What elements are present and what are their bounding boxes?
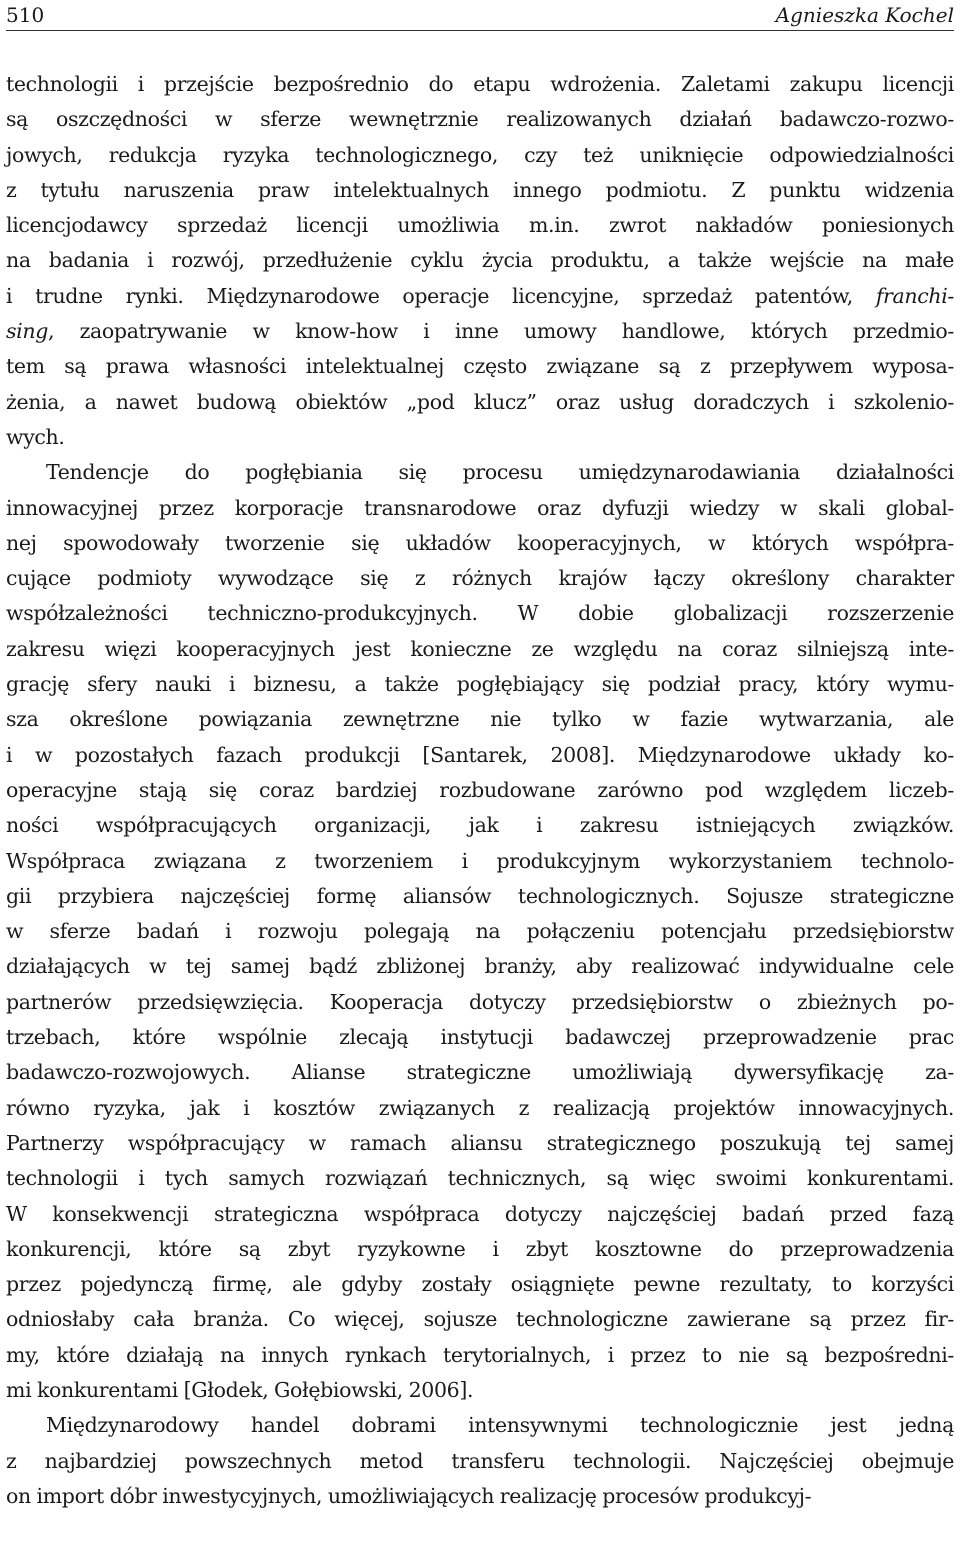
body-text	[6, 67, 954, 1514]
text-line: gii przybiera najczęściej formę aliansów technologicznych. Sojusze strategiczne	[6, 883, 954, 908]
text-line: z tytułu naruszenia praw intelektualnych innego podmiotu. Z punktu widzenia	[6, 177, 954, 202]
text-line: są oszczędności w sferze wewnętrznie realizowanych działań badawczo-rozwo-	[6, 107, 954, 132]
text-line: żenia, a nawet budową obiektów „pod klucz” oraz usług doradczych i szkolenio-	[6, 389, 954, 414]
text-line: ności współpracujących organizacji, jak i zakresu istniejących związków.	[6, 813, 954, 838]
text-line: operacyjne stają się coraz bardziej rozbudowane zarówno pod względem liczeb-	[6, 777, 954, 802]
italic-term: franchi-	[875, 283, 954, 308]
text-line: W konsekwencji strategiczna współpraca dotyczy najczęściej badań przed fazą	[6, 1201, 954, 1226]
text-line-part: , zaopatrywanie w know-how i inne umowy handlowe, których przedmio-	[48, 319, 954, 344]
paragraph-3	[6, 1408, 954, 1514]
text-line: on import dóbr inwestycyjnych, umożliwiających realizację procesów produkcyj-	[6, 1483, 812, 1508]
paragraph-2	[6, 455, 954, 1408]
paragraph-1	[6, 67, 954, 455]
running-header	[6, 0, 954, 31]
text-line: trzebach, które wspólnie zlecają instytucji badawczej przeprowadzenie prac	[6, 1025, 954, 1050]
page-number: 510	[6, 3, 45, 27]
italic-term: sing	[6, 319, 49, 344]
text-line: wych.	[6, 424, 65, 449]
text-line: odniosłaby cała branża. Co więcej, sojusze technologiczne zawierane są przez fir-	[6, 1307, 954, 1332]
text-line: współzależności techniczno-produkcyjnych. W dobie globalizacji rozszerzenie	[6, 601, 954, 626]
text-line: zakresu więzi kooperacyjnych jest konieczne ze względu na coraz silniejszą inte-	[6, 636, 954, 661]
text-line-with-italic	[6, 314, 954, 349]
text-line: partnerów przedsięwzięcia. Kooperacja dotyczy przedsiębiorstw o zbieżnych po-	[6, 989, 954, 1014]
text-line-part: i trudne rynki. Międzynarodowe operacje licencyjne, sprzedaż patentów,	[6, 283, 876, 308]
text-line: w sferze badań i rozwoju polegają na połączeniu potencjału przedsiębiorstw	[6, 919, 954, 944]
text-line: badawczo-rozwojowych. Alianse strategiczne umożliwiają dywersyfikację za-	[6, 1060, 954, 1085]
text-line: na badania i rozwój, przedłużenie cyklu życia produktu, a także wejście na małe	[6, 248, 954, 273]
running-author: Agnieszka Kochel	[775, 3, 954, 27]
text-line: tem są prawa własności intelektualnej często związane są z przepływem wyposa-	[6, 354, 954, 379]
text-line: mi konkurentami [Głodek, Gołębiowski, 2006].	[6, 1377, 474, 1402]
text-line: Partnerzy współpracujący w ramach aliansu strategicznego poszukują tej samej	[6, 1130, 954, 1155]
text-line: grację sfery nauki i biznesu, a także pogłębiający się podział pracy, który wymu-	[6, 672, 954, 697]
text-line: Tendencje do pogłębiania się procesu umiędzynarodawiania działalności	[46, 460, 954, 485]
text-line: innowacyjnej przez korporacje transnarodowe oraz dyfuzji wiedzy w skali global-	[6, 495, 954, 520]
text-line: przez pojedynczą firmę, ale gdyby zostały osiągnięte pewne rezultaty, to korzyści	[6, 1272, 954, 1297]
text-line: równo ryzyka, jak i kosztów związanych z realizacją projektów innowacyjnych.	[6, 1095, 954, 1120]
text-line: cujące podmioty wywodzące się z różnych krajów łączy określony charakter	[6, 566, 954, 591]
text-line: jowych, redukcja ryzyka technologicznego, czy też uniknięcie odpowiedzialności	[6, 142, 954, 167]
text-line: nej spowodowały tworzenie się układów kooperacyjnych, w których współpra-	[6, 530, 954, 555]
text-line: technologii i tych samych rozwiązań technicznych, są więc swoimi konkurentami.	[6, 1166, 954, 1191]
text-line: z najbardziej powszechnych metod transferu technologii. Najczęściej obejmuje	[6, 1448, 954, 1473]
text-line: Międzynarodowy handel dobrami intensywnymi technologicznie jest jedną	[46, 1413, 954, 1438]
text-line: technologii i przejście bezpośrednio do etapu wdrożenia. Zaletami zakupu licencji	[6, 72, 954, 96]
document-page	[6, 0, 954, 1514]
text-line: my, które działają na innych rynkach terytorialnych, i przez to nie są bezpośredni-	[6, 1342, 954, 1367]
text-line: sza określone powiązania zewnętrzne nie tylko w fazie wytwarzania, ale	[6, 707, 954, 732]
text-line: działających w tej samej bądź zbliżonej branży, aby realizować indywidualne cele	[6, 954, 954, 979]
text-line: Współpraca związana z tworzeniem i produkcyjnym wykorzystaniem technolo-	[6, 848, 954, 873]
text-line: konkurencji, które są zbyt ryzykowne i zbyt kosztowne do przeprowadzenia	[6, 1236, 954, 1261]
text-line: i w pozostałych fazach produkcji [Santarek, 2008]. Międzynarodowe układy ko-	[6, 742, 954, 767]
text-line-with-italic	[6, 279, 954, 314]
text-line: licencjodawcy sprzedaż licencji umożliwia m.in. zwrot nakładów poniesionych	[6, 213, 954, 238]
